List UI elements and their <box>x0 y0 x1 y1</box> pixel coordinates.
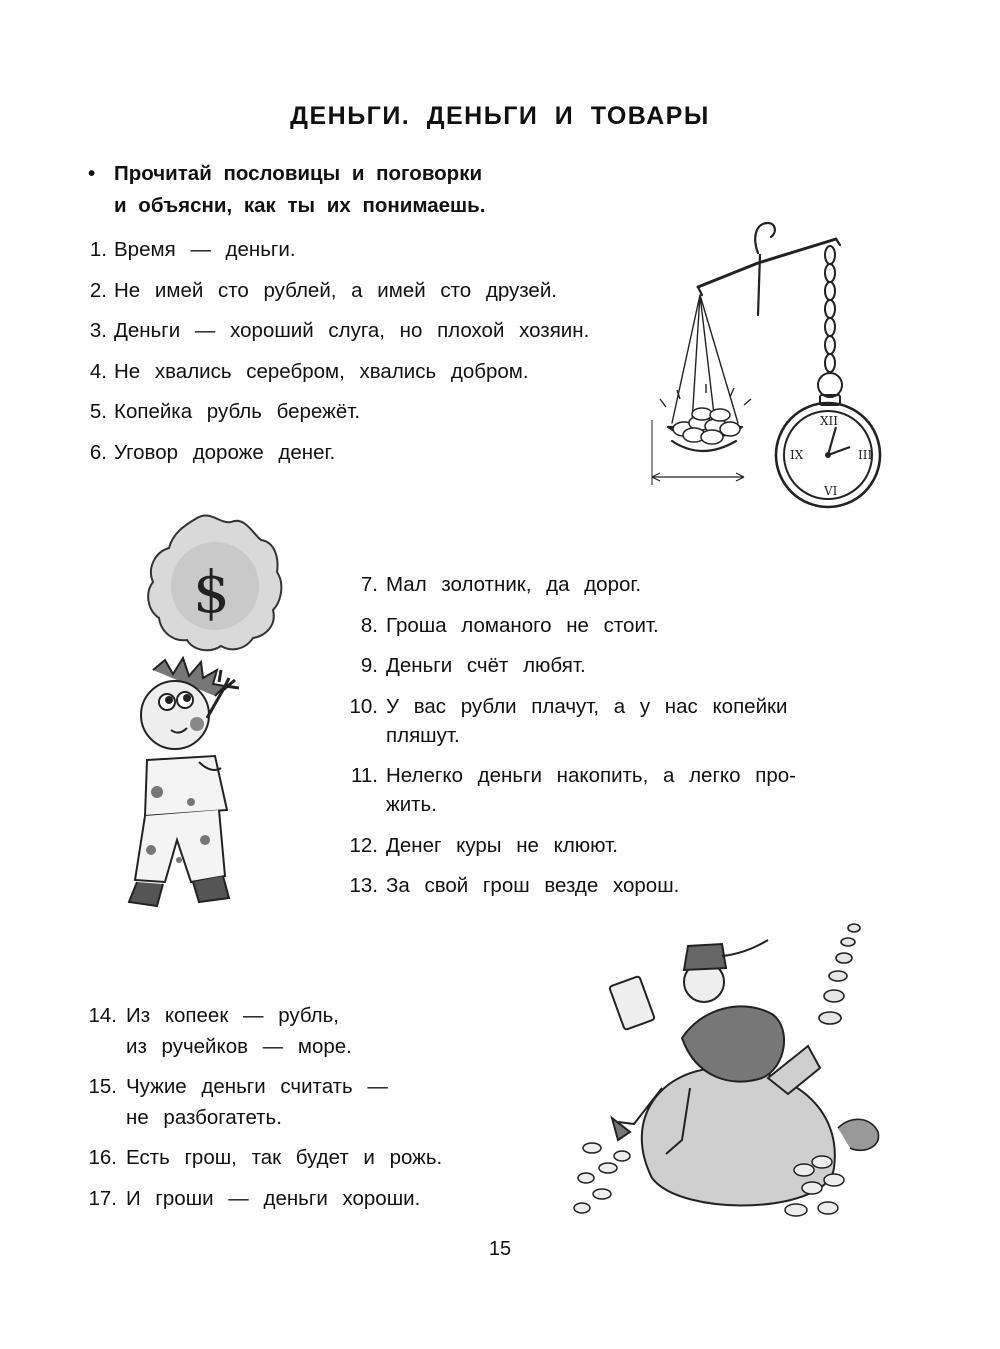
proverb-item <box>83 277 589 318</box>
proverb-item <box>340 692 860 750</box>
proverb-item <box>340 611 860 640</box>
proverb-line: пляшут. <box>386 723 460 747</box>
proverb-number: 1. <box>89 238 107 261</box>
task-line-1: Прочитай пословицы и поговорки <box>114 162 483 185</box>
proverb-item <box>83 1184 442 1215</box>
boy-dreaming-of-money-illustration <box>95 510 295 930</box>
proverb-list-2 <box>340 570 860 912</box>
proverb-item <box>83 236 589 277</box>
proverb-line: жить. <box>386 793 437 816</box>
proverb-text: Не имей сто рублей, а имей сто друзей. <box>114 278 557 302</box>
proverb-text <box>126 1072 442 1133</box>
svg-text:IX: IX <box>790 448 804 462</box>
proverb-item <box>83 439 589 480</box>
proverb-number: 7. <box>360 573 378 596</box>
proverb-number: 6. <box>89 440 107 464</box>
proverb-number: 11. <box>351 764 378 787</box>
proverb-text: Гроша ломаного не стоит. <box>386 613 659 637</box>
proverb-line: Нелегко деньги накопить, а легко про- <box>386 764 796 787</box>
proverb-item <box>83 1001 442 1062</box>
bullet: • <box>88 162 96 185</box>
task-line-2: и объясни, как ты их понимаешь. <box>114 194 486 217</box>
proverb-item <box>340 871 860 900</box>
page-title: ДЕНЬГИ. ДЕНЬГИ И ТОВАРЫ <box>290 102 710 130</box>
proverb-text: Копейка рубль бережёт. <box>114 400 361 423</box>
proverb-number: 4. <box>89 359 107 383</box>
proverb-item <box>83 398 589 439</box>
proverb-text <box>126 1001 442 1062</box>
proverb-text: Деньги счёт любят. <box>386 654 586 677</box>
proverb-text: Мал золотник, да дорог. <box>386 573 642 596</box>
proverb-number: 17. <box>88 1186 117 1210</box>
svg-text:VI: VI <box>824 484 838 498</box>
proverb-text: Есть грош, так будет и рожь. <box>126 1146 443 1169</box>
proverb-line: Чужие деньги считать — <box>126 1075 388 1098</box>
proverb-number: 14. <box>88 1004 117 1027</box>
proverb-text: Деньги — хороший слуга, но плохой хозяин. <box>114 319 590 342</box>
proverb-text: За свой грош везде хорош. <box>386 874 680 897</box>
proverb-item <box>340 570 860 599</box>
proverb-line: из ручейков — море. <box>126 1034 352 1058</box>
proverb-item <box>340 651 860 680</box>
svg-text:III: III <box>858 448 873 462</box>
proverb-number: 15. <box>88 1075 117 1098</box>
proverb-item <box>340 831 860 860</box>
proverb-number: 12. <box>349 833 378 857</box>
proverb-number: 3. <box>89 319 107 342</box>
proverb-number: 8. <box>360 613 378 637</box>
proverb-number: 10. <box>349 694 378 718</box>
proverb-number: 9. <box>360 654 378 677</box>
proverb-text <box>386 692 860 750</box>
proverb-list-3 <box>83 1001 442 1224</box>
task-instruction <box>88 158 485 222</box>
proverb-number: 16. <box>88 1146 117 1169</box>
proverb-text: Уговор дороже денег. <box>114 440 336 464</box>
coin-stack <box>819 924 860 1024</box>
proverb-item <box>83 1072 442 1133</box>
page-number: 15 <box>488 1238 512 1260</box>
proverb-text: И гроши — деньги хороши. <box>126 1186 421 1210</box>
proverb-line: Из копеек — рубль, <box>126 1004 340 1027</box>
proverb-item <box>83 317 589 358</box>
svg-text:XII: XII <box>820 414 839 428</box>
proverb-text: Не хвались серебром, хвались добром. <box>114 359 529 383</box>
miser-with-money-bag-illustration <box>572 918 892 1228</box>
proverb-list-1 <box>83 236 589 479</box>
proverb-item <box>340 761 860 819</box>
proverb-line: У вас рубли плачут, а у нас копейки <box>386 694 788 718</box>
proverb-text <box>386 761 860 819</box>
proverb-item <box>83 1143 442 1174</box>
proverb-text: Денег куры не клюют. <box>386 833 618 857</box>
proverb-text: Время — деньги. <box>114 238 296 261</box>
dollar-sign: $ <box>193 558 230 626</box>
proverb-number: 5. <box>89 400 107 423</box>
scale-and-watch-illustration <box>640 215 873 500</box>
proverb-number: 2. <box>89 278 107 302</box>
proverb-number: 13. <box>349 874 378 897</box>
proverb-line: не разбогатеть. <box>126 1105 282 1129</box>
proverb-item <box>83 358 589 399</box>
